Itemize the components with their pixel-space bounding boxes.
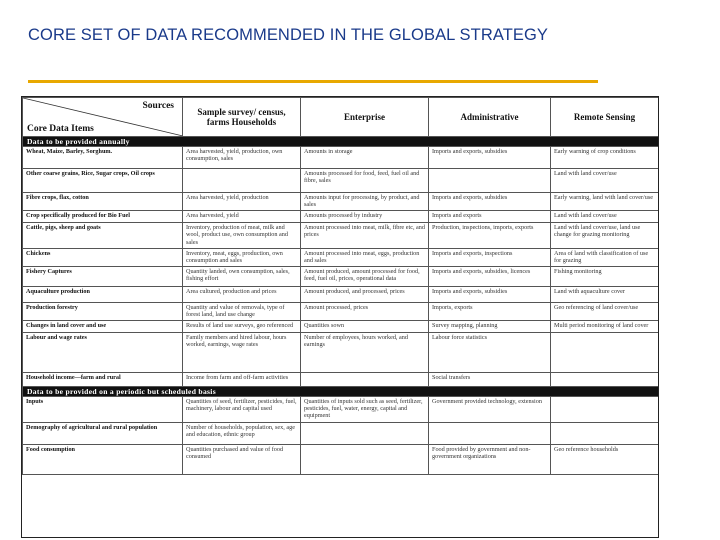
table-cell: Imports and exports	[429, 210, 551, 222]
table-cell	[551, 422, 659, 444]
core-data-item-cell: Other coarse grains, Rice, Sugar crops, Oil crops	[23, 169, 183, 193]
table-cell: Quantities of seed, fertilizer, pesticides, fuel, machinery, labour and capital used	[183, 396, 301, 422]
table-row	[23, 396, 659, 422]
table-cell	[301, 444, 429, 474]
table-cell: Area harvested, yield, production	[183, 193, 301, 211]
table-cell: Amounts input for processing, by product, and sales	[301, 193, 429, 211]
table-cell: Production, inspections, imports, exports	[429, 222, 551, 248]
core-data-item-cell: Changes in land cover and use	[23, 320, 183, 332]
table-cell: Amount produced, amount processed for food, feed, fuel oil, prices, operational data	[301, 266, 429, 286]
core-data-item-cell: Labour and wage rates	[23, 332, 183, 372]
table-cell: Imports and exports, subsidies	[429, 147, 551, 169]
table-cell: Amounts processed for food, feed, fuel oil and fibre, sales	[301, 169, 429, 193]
table-cell: Amount processed, prices	[301, 302, 429, 320]
section-header-row	[23, 137, 659, 147]
table-cell: Amount processed into meat, milk, fibre etc, and prices	[301, 222, 429, 248]
table-cell: Amount produced, and processed, prices	[301, 286, 429, 302]
table-cell: Geo referencing of land cover/use	[551, 302, 659, 320]
table-cell: Quantity and value of removals, type of forest land, land use change	[183, 302, 301, 320]
core-data-item-cell: Inputs	[23, 396, 183, 422]
table-cell: Imports and exports, inspections	[429, 248, 551, 266]
table-cell: Geo reference households	[551, 444, 659, 474]
core-data-item-cell: Household income—farm and rural	[23, 372, 183, 386]
table-cell: Land with aquaculture cover	[551, 286, 659, 302]
table-cell: Social transfers	[429, 372, 551, 386]
header-row	[23, 98, 659, 137]
table-cell: Area cultured, production and prices	[183, 286, 301, 302]
column-header-survey: Sample survey/ census, farms Households	[183, 98, 301, 137]
table-cell: Quantities purchased and value of food consumed	[183, 444, 301, 474]
table-row	[23, 302, 659, 320]
table-row	[23, 286, 659, 302]
core-data-item-cell: Aquaculture production	[23, 286, 183, 302]
table-cell	[301, 422, 429, 444]
table-row	[23, 332, 659, 372]
table-cell	[183, 169, 301, 193]
table-cell	[551, 396, 659, 422]
table-cell: Government provided technology, extension	[429, 396, 551, 422]
table-cell: Income from farm and off-farm activities	[183, 372, 301, 386]
table-cell: Results of land use surveys, geo referenced	[183, 320, 301, 332]
core-data-item-cell: Fibre crops, flax, cotton	[23, 193, 183, 211]
table-cell: Amount processed into meat, eggs, production and sales	[301, 248, 429, 266]
table-cell: Survey mapping, planning	[429, 320, 551, 332]
core-data-item-cell: Food consumption	[23, 444, 183, 474]
table-row	[23, 444, 659, 474]
table-row	[23, 248, 659, 266]
table-cell: Early warning, land with land cover/use	[551, 193, 659, 211]
core-data-item-cell: Production forestry	[23, 302, 183, 320]
section-header-row	[23, 386, 659, 396]
table-cell: Imports and exports, subsidies, licences	[429, 266, 551, 286]
corner-header-cell	[23, 98, 183, 137]
core-data-item-cell: Wheat, Maize, Barley, Sorghum.	[23, 147, 183, 169]
table-cell: Amounts processed by industry	[301, 210, 429, 222]
table-body	[23, 137, 659, 475]
table-row	[23, 222, 659, 248]
column-header-administrative: Administrative	[429, 98, 551, 137]
table-row	[23, 422, 659, 444]
core-data-item-cell: Crop specifically produced for Bio Fuel	[23, 210, 183, 222]
table-cell: Imports and exports, subsidies	[429, 286, 551, 302]
table-row	[23, 210, 659, 222]
core-data-item-cell: Demography of agricultural and rural population	[23, 422, 183, 444]
table-cell: Food provided by government and non-government organizations	[429, 444, 551, 474]
table-row	[23, 193, 659, 211]
table-cell: Area harvested, yield, production, own consumption, sales	[183, 147, 301, 169]
table-row	[23, 266, 659, 286]
column-header-enterprise: Enterprise	[301, 98, 429, 137]
table-cell: Inventory, meat, eggs, production, own consumption and sales	[183, 248, 301, 266]
sources-label: Sources	[142, 101, 174, 111]
section-label: Data to be provided on a periodic but scheduled basis	[23, 386, 659, 396]
data-table-container	[21, 96, 659, 538]
core-data-item-cell: Fishery Captures	[23, 266, 183, 286]
table-cell: Number of households, population, sex, age and education, ethnic group	[183, 422, 301, 444]
table-cell	[429, 422, 551, 444]
table-row	[23, 147, 659, 169]
table-cell: Fishing monitoring	[551, 266, 659, 286]
title-underline	[28, 80, 598, 83]
table-cell: Family members and hired labour, hours worked, earnings, wage rates	[183, 332, 301, 372]
column-header-remote-sensing: Remote Sensing	[551, 98, 659, 137]
table-row	[23, 169, 659, 193]
table-cell	[551, 332, 659, 372]
section-label: Data to be provided annually	[23, 137, 659, 147]
core-data-item-cell: Cattle, pigs, sheep and goats	[23, 222, 183, 248]
table-cell: Land with land cover/use	[551, 210, 659, 222]
table-cell: Land with land cover/use	[551, 169, 659, 193]
table-cell: Area of land with classification of use for grazing	[551, 248, 659, 266]
table-cell: Early warning of crop conditions	[551, 147, 659, 169]
core-data-table	[22, 97, 659, 475]
table-cell: Imports and exports, subsidies	[429, 193, 551, 211]
table-cell: Imports, exports	[429, 302, 551, 320]
table-cell: Amounts in storage	[301, 147, 429, 169]
table-cell: Land with land cover/use, land use change for grazing monitoring	[551, 222, 659, 248]
core-data-item-cell: Chickens	[23, 248, 183, 266]
slide-title: CORE SET OF DATA RECOMMENDED IN THE GLOBAL STRATEGY	[28, 26, 549, 44]
table-cell: Multi period monitoring of land cover	[551, 320, 659, 332]
table-cell	[429, 169, 551, 193]
table-cell: Area harvested, yield	[183, 210, 301, 222]
table-cell: Number of employees, hours worked, and earnings	[301, 332, 429, 372]
table-cell	[301, 372, 429, 386]
table-cell: Quantity landed, own consumption, sales, fishing effort	[183, 266, 301, 286]
table-row	[23, 320, 659, 332]
table-cell: Inventory, production of meat, milk and wool, product use, own consumption and sales	[183, 222, 301, 248]
table-row	[23, 372, 659, 386]
table-cell: Quantities sown	[301, 320, 429, 332]
table-cell: Labour force statistics	[429, 332, 551, 372]
table-cell: Quantities of inputs sold such as seed, fertilizer, pesticides, fuel, water, energy, capital and equipment	[301, 396, 429, 422]
core-data-items-label: Core Data Items	[27, 124, 94, 134]
table-cell	[551, 372, 659, 386]
